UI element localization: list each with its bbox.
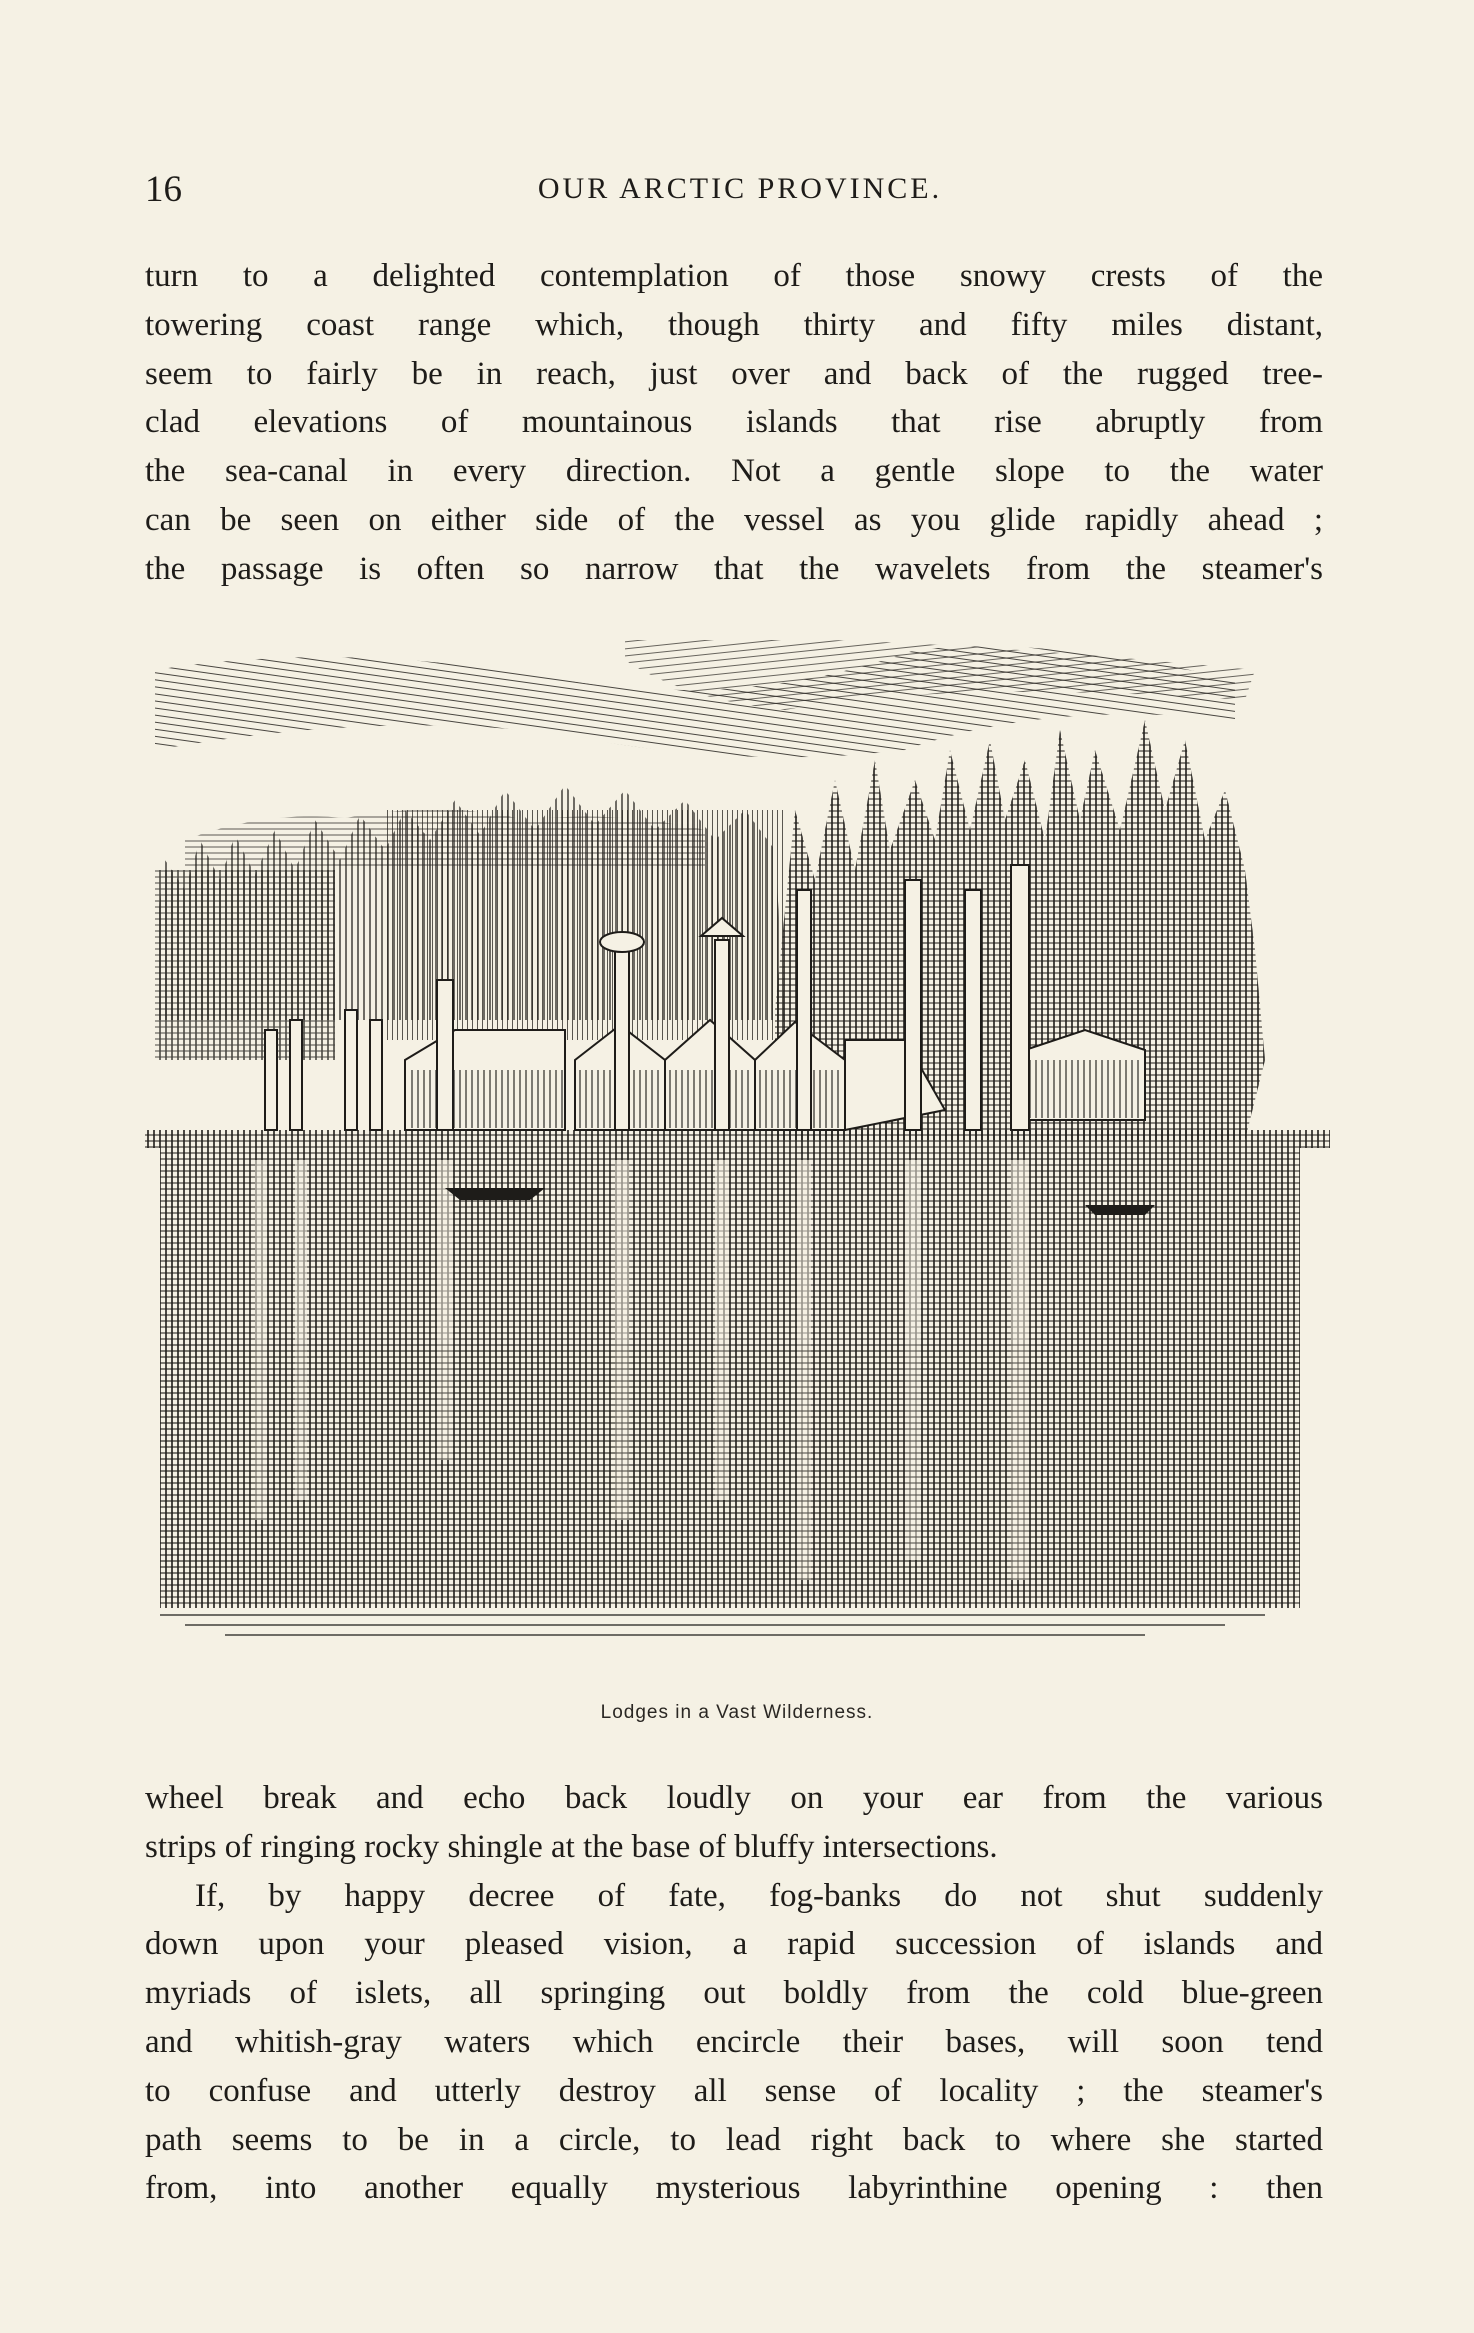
engraving-art: [145, 640, 1330, 1680]
text-line: clad elevations of mountainous islands that rise abruptly from: [145, 404, 1323, 441]
text-line: seem to fairly be in reach, just over and back of the rugged tree-: [145, 355, 1323, 392]
text-line: from, into another equally mysterious labyrinthine opening : then: [145, 2170, 1323, 2207]
text-line: and whitish-gray waters which encircle their bases, will soon tend: [145, 2023, 1323, 2060]
text-line: If, by happy decree of fate, fog-banks do not shut suddenly: [195, 1877, 1323, 1914]
engraving-illustration: [145, 640, 1330, 1680]
text-line: can be seen on either side of the vessel as you glide rapidly ahead ;: [145, 501, 1323, 538]
text-line: the passage is often so narrow that the wavelets from the steamer's: [145, 550, 1323, 587]
text-line: wheel break and echo back loudly on your ear from the various: [145, 1780, 1323, 1816]
text-line: the sea-canal in every direction. Not a gentle slope to the water: [145, 453, 1323, 490]
running-title: OUR ARCTIC PROVINCE.: [537, 172, 943, 205]
text-line: strips of ringing rocky shingle at the base of bluffy intersections.: [145, 1828, 998, 1865]
text-line: path seems to be in a circle, to lead right back to where she started: [145, 2121, 1323, 2158]
text-line: turn to a delighted contemplation of those snowy crests of the: [145, 258, 1323, 294]
page-number: 16: [145, 169, 182, 210]
text-line: myriads of islets, all springing out boldly from the cold blue-green: [145, 1975, 1323, 2012]
figure-caption: Lodges in a Vast Wilderness.: [600, 1702, 874, 1723]
text-line: towering coast range which, though thirty and fifty miles distant,: [145, 306, 1323, 343]
paragraph-top: [145, 252, 1323, 594]
paragraph-bottom: [145, 1774, 1323, 2213]
text-line: down upon your pleased vision, a rapid succession of islands and: [145, 1926, 1323, 1963]
text-line: to confuse and utterly destroy all sense of locality ; the steamer's: [145, 2072, 1323, 2109]
running-head: [145, 168, 1335, 212]
